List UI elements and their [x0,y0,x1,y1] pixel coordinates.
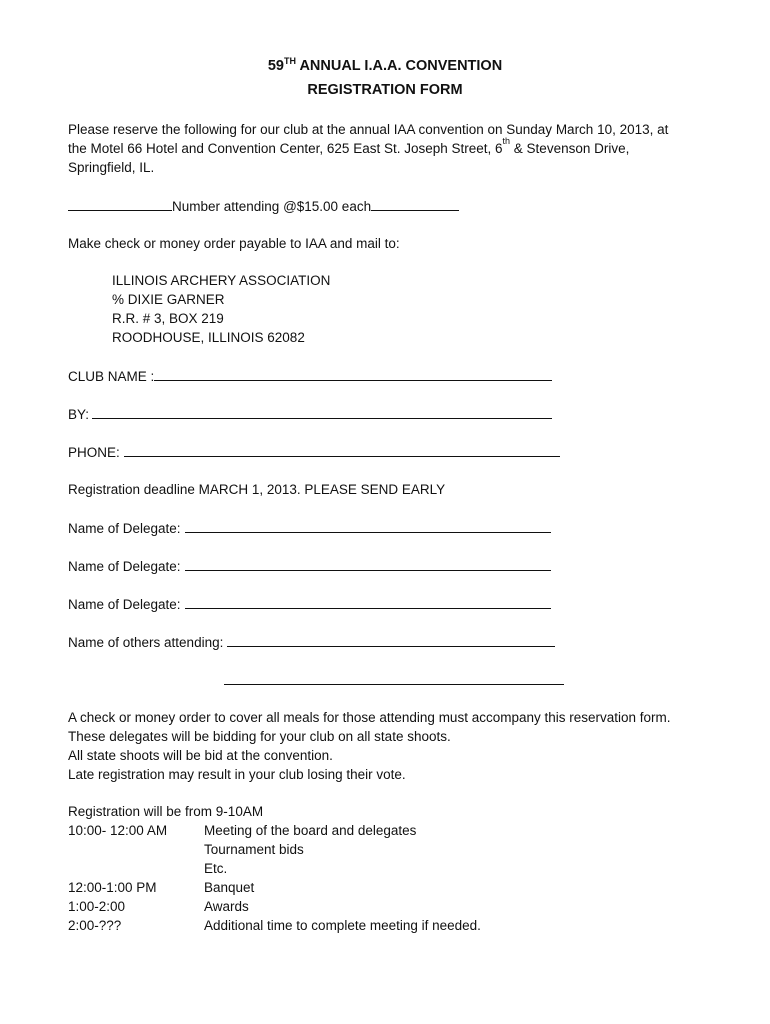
intro-line-1: Please reserve the following for our club at the annual IAA convention on Sunday March 10, 2013, at [68,122,669,137]
others-attending-row [68,632,555,652]
schedule-event: Awards [204,899,249,914]
mail-instruction: Make check or money order payable to IAA and mail to: [68,236,400,251]
schedule-event: Etc. [204,861,228,876]
delegate-label: Name of Delegate: [68,597,181,612]
note-line: A check or money order to cover all meals for those attending must accompany this reservation form. [68,710,671,725]
delegate-name-field[interactable] [185,594,551,609]
deadline-text: Registration deadline MARCH 1, 2013. PLEASE SEND EARLY [68,482,446,497]
number-attending-blank[interactable] [68,196,172,211]
schedule-event: Meeting of the board and delegates [204,823,417,838]
delegate-row [68,594,551,614]
club-name-label: CLUB NAME : [68,369,155,384]
schedule-time: 1:00-2:00 [68,899,126,914]
address-line: ILLINOIS ARCHERY ASSOCIATION [112,273,331,288]
form-subtitle: REGISTRATION FORM [307,82,463,98]
form-title: 59TH ANNUAL I.A.A. CONVENTION [267,56,503,74]
phone-row [68,442,560,462]
intro-line-3: Springfield, IL. [68,160,155,175]
delegate-label: Name of Delegate: [68,559,181,574]
delegate-label: Name of Delegate: [68,521,181,536]
number-attending-row [68,196,459,216]
by-row [68,404,552,424]
schedule-intro: Registration will be from 9-10AM [68,804,264,819]
by-field[interactable] [92,404,552,419]
delegate-name-field[interactable] [185,556,551,571]
address-line: ROODHOUSE, ILLINOIS 62082 [112,330,305,345]
schedule-event: Additional time to complete meeting if needed. [204,918,481,933]
others-attending-field[interactable] [227,632,555,647]
club-name-field[interactable] [154,366,552,381]
number-attending-label: Number attending @$15.00 each [172,199,372,214]
schedule-time: 12:00-1:00 PM [68,880,157,895]
note-line: These delegates will be bidding for your club on all state shoots. [68,729,451,744]
schedule-time: 2:00-??? [68,918,122,933]
delegate-row [68,518,551,538]
note-line: Late registration may result in your club losing their vote. [68,767,406,782]
note-line: All state shoots will be bid at the convention. [68,748,333,763]
others-attending-extra-line[interactable] [224,684,564,685]
intro-line-2: the Motel 66 Hotel and Convention Center, 625 East St. Joseph Street, 6th & Stevenson Drive, [68,136,630,156]
schedule-time: 10:00- 12:00 AM [68,823,168,838]
delegate-name-field[interactable] [185,518,551,533]
others-attending-label: Name of others attending: [68,635,224,650]
phone-field[interactable] [124,442,560,457]
by-label: BY: [68,407,90,422]
schedule-event: Tournament bids [204,842,304,857]
club-name-row [68,366,552,386]
amount-blank[interactable] [371,196,459,211]
delegate-row [68,556,551,576]
schedule-event: Banquet [204,880,255,895]
address-line: R.R. # 3, BOX 219 [112,311,224,326]
ordinal-suffix: TH [283,56,296,66]
address-line: % DIXIE GARNER [112,292,225,307]
phone-label: PHONE: [68,445,120,460]
